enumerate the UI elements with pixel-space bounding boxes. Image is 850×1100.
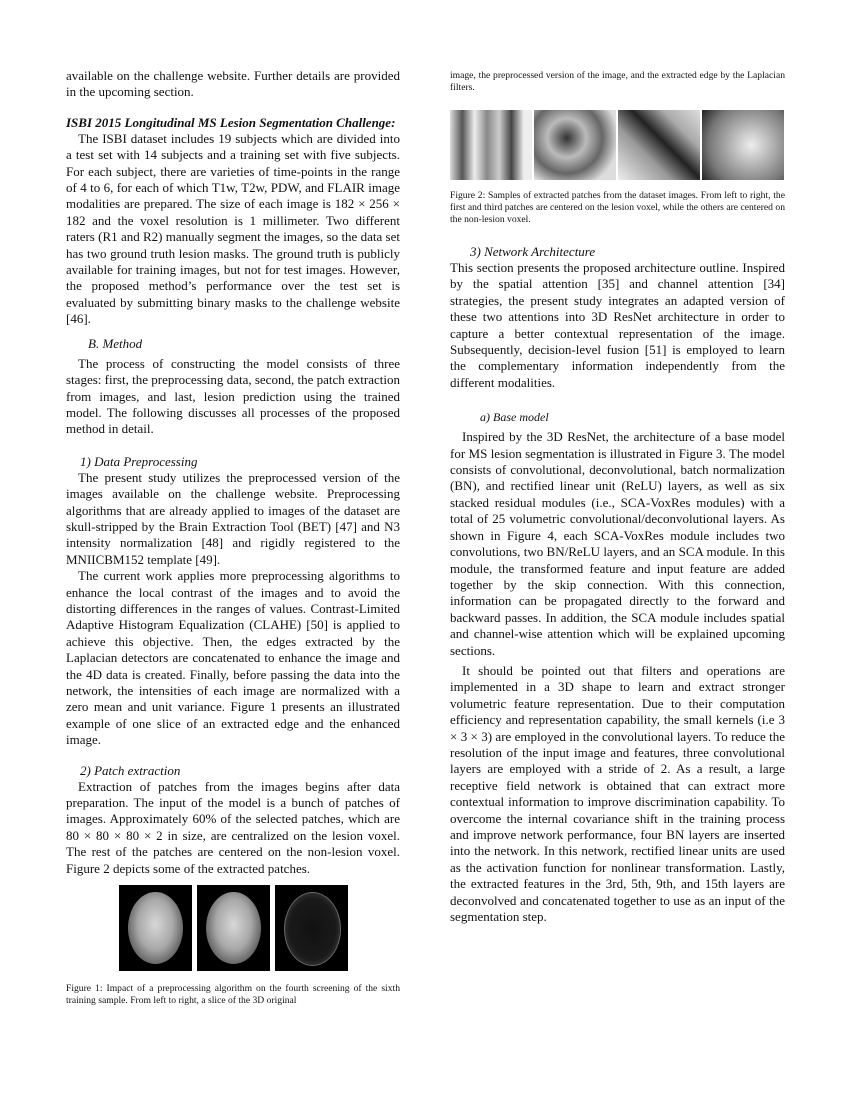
figure-2-caption: Figure 2: Samples of extracted patches from the dataset images. From left to right, the first and third patches are centered on the lesion voxel, while the others are centered on the non-lesion voxel. <box>450 190 785 225</box>
figure-1 <box>66 885 400 971</box>
patch-extraction-heading: 2) Patch extraction <box>80 762 181 778</box>
figure-2 <box>450 110 785 180</box>
preprocessing-heading: 1) Data Preprocessing <box>80 453 198 469</box>
figure-1-edge-slice <box>275 885 348 971</box>
figure-1-caption-continued: image, the preprocessed version of the image, and the extracted edge by the Laplacian filters. <box>450 70 785 93</box>
figure-1-original-slice <box>119 885 192 971</box>
paragraph-patch-extraction: Extraction of patches from the images begins after data preparation. The input of the model is a bunch of patches of images. Approximately 60% of the selected patches, which are 80 × 80 × 80 × 2 in size, are centralized on the lesion voxel. The rest of the patches are centered on the non-lesion voxel. Figure 2 depicts some of the extracted patches. <box>66 778 400 876</box>
method-heading: B. Method <box>88 335 143 351</box>
base-model-heading: a) Base model <box>480 410 549 425</box>
figure-1-preprocessed-slice <box>197 885 270 971</box>
right-column <box>450 70 785 925</box>
paragraph-preprocessing-1: The present study utilizes the preprocessed version of the images available on the challenge website. Preprocessing algorithms that are already applied to images of the dataset are skull-stripped by the Brain Extraction Tool (BET) [47] and N3 intensity normalization [48] and rigidly registered to the MNIICBM152 template [49]. <box>66 469 400 567</box>
network-architecture-heading: 3) Network Architecture <box>470 244 596 259</box>
paragraph-isbi: The ISBI dataset includes 19 subjects which are divided into a test set with 14 subjects and a training set with five subjects. For each subject, there are varieties of time-points in the range of 4 to 6, for each of which T1w, T2w, PDW, and FLAIR image modalities are prepared. The size of each image is 182 × 256 × 182 and the voxel resolution is 1 millimeter. Two different raters (R1 and R2) manually segment the images, so the data set has two ground truth lesion masks. The ground truth is publicly available for training images, but not for test images. However, the proposed method’s performance over the test set is evaluated by submitting binary masks to the challenge website [46]. <box>66 130 400 327</box>
paragraph-base-model-2: It should be pointed out that filters and operations are implemented in a 3D shape to learn and extract stronger volumetric feature representation. Due to their computation efficiency and representation capability, the small kernels (i.e 3 × 3 × 3) are employed in the convolutional layers. To reduce the resolution of the input image and features, three convolutional layers are employed with a stride of 2. As a result, a large receptive field network is obtained that can extract more contextual information to improve discrimination capability. To overcome the internal covariance shift in the training process and improve network performance, four BN layers are inserted into the network. In this network, rectified linear units are used as the activation function for nonlinear transformation. Lastly, the extracted features in the 3rd, 5th, 9th, and 15th layers are deconvolved and concatenated together to use as an input of the segmentation step. <box>450 662 785 925</box>
isbi-heading: ISBI 2015 Longitudinal MS Lesion Segmentation Challenge: <box>66 114 396 130</box>
paragraph-base-model-1: Inspired by the 3D ResNet, the architecture of a base model for MS lesion segmentation is illustrated in Figure 3. The model consists of convolutional, deconvolutional, batch normalization (BN), and rectified linear unit (ReLU) layers, as well as six stacked residual modules (i.e., SCA-VoxRes modules) with a total of 25 volumetric convolutional/deconvolutional layers. As shown in Figure 4, each SCA-VoxRes module includes two convolutions, two BN/ReLU layers, and an SCA module. In this module, the transformed feature and input feature are added together by the skip connection. With this connection, information can be propagated directly to the forward and backward passes. In addition, the SCA module includes spatial and channel-wise attention which will be explained upcoming sections. <box>450 429 785 658</box>
paragraph-architecture: This section presents the proposed architecture outline. Inspired by the spatial attention [35] and channel attention [34] strategies, the present study integrates an adapted version of these two attentions into 3D ResNet architecture in order to capture a better contextual representation of the image. Subsequently, decision-level fusion [51] is employed to learn the complementary information independently from the different modalities. <box>450 260 785 390</box>
paragraph-preprocessing-2: The current work applies more preprocessing algorithms to enhance the local contrast of the images and to avoid the distorting differences in the ranges of values. Contrast-Limited Adaptive Histogram Equalization (CLAHE) [50] is applied to achieve this objective. Then, the edges extracted by the Laplacian detectors are concatenated to enhance the image and the 4D data is created. Finally, before passing the data into the network, the intensities of each image are normalized with a zero mean and unit variance. Figure 1 presents an illustrated example of one slice of an extracted edge and the enhanced image. <box>66 568 400 748</box>
paragraph-method: The process of constructing the model consists of three stages: first, the preprocessing data, second, the patch extraction from images, and last, lesion prediction using the trained model. The following discusses all processes of the proposed method in detail. <box>66 355 400 437</box>
figure-1-caption: Figure 1: Impact of a preprocessing algorithm on the fourth screening of the sixth training sample. From left to right, a slice of the 3D original <box>66 983 400 1007</box>
figure-2-patch-4 <box>702 110 784 180</box>
left-column <box>66 68 400 1007</box>
figure-2-patch-1 <box>450 110 532 180</box>
paragraph-intro: available on the challenge website. Further details are provided in the upcoming section. <box>66 68 400 100</box>
figure-2-patch-2 <box>534 110 616 180</box>
figure-2-patch-3 <box>618 110 700 180</box>
